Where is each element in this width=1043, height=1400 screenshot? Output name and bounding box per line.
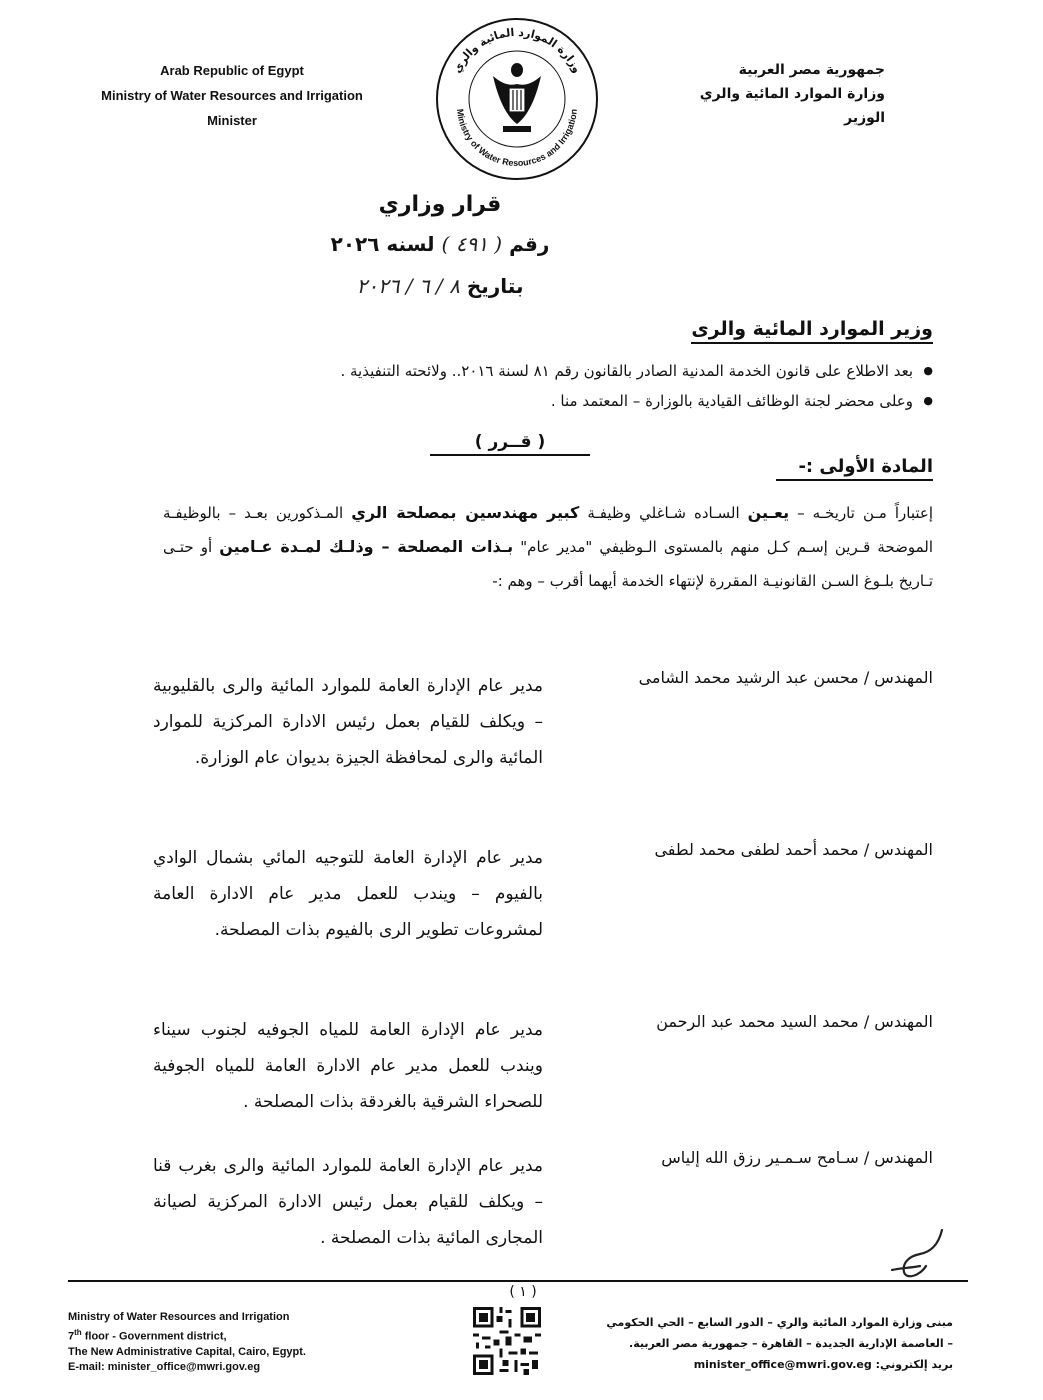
eagle-emblem-icon — [493, 63, 541, 132]
header-ar-ministry: وزارة الموارد المائية والري — [699, 86, 885, 102]
decree-title: قرار وزاري — [378, 192, 502, 217]
minister-heading: وزير الموارد المائية والرى — [691, 318, 933, 344]
engineer-position: مدير عام الإدارة العامة للموارد المائية والرى بغرب قنا – ويكلف للقيام بعمل رئيس الادارة المركزية لصيانة المجارى المائية بذات المصلحة . — [153, 1156, 543, 1248]
footer-divider — [68, 1280, 968, 1282]
decree-year: لسنه ٢٠٢٦ — [330, 232, 435, 256]
ministry-seal-icon — [432, 14, 602, 184]
footer-en-floor: 7th floor - Government district, — [68, 1328, 227, 1343]
footer-ar-email: بريد إلكتروني: minister_office@mwri.gov.eg — [693, 1358, 953, 1371]
engineer-entry — [113, 840, 933, 1000]
engineer-position: مدير عام الإدارة العامة للتوجيه المائي بشمال الوادي بالفيوم – ويندب للعمل مدير عام الادارة العامة لمشروعات تطوير الرى بالفيوم بذات المصلحة. — [153, 848, 543, 940]
engineer-name: المهندس / محسن عبد الرشيد محمد الشامى — [638, 668, 933, 687]
decree-number-value: ( ٤٩١ ) — [441, 232, 503, 256]
handwritten-signature-icon — [880, 1222, 960, 1284]
preamble-item: ● وعلى محضر لجنة الوظائف القيادية بالوزارة – المعتمد منا . — [93, 386, 933, 416]
footer-english-address — [68, 1310, 398, 1375]
article-text-bold: بـذات المصلحة – وذلـك لمـدة عـامين — [219, 537, 514, 556]
engineer-name: المهندس / محمد أحمد لطفى محمد لطفى — [654, 840, 933, 859]
engineer-entry — [113, 668, 933, 828]
article-text-bold: يعـين — [747, 503, 790, 522]
page-number: ( ١ ) — [498, 1284, 548, 1300]
header-ar-minister: الوزير — [844, 110, 885, 126]
header-arabic-block — [645, 58, 885, 130]
qr-code-icon — [470, 1304, 544, 1378]
decree-date-line — [230, 274, 650, 298]
decree-number-line — [230, 232, 650, 256]
article-text-bold: كبير مهندسين بمصلحة الري — [351, 503, 580, 522]
article-one-title: المادة الأولى :- — [776, 456, 933, 481]
header-english-block — [62, 58, 402, 133]
decree-date-value: ٨ / ٦ / ٢٠٢٦ — [356, 274, 460, 298]
footer-en-ministry: Ministry of Water Resources and Irrigation — [68, 1311, 290, 1323]
article-text-segment: المـذكورين بعـد – بالوظيفـة الموضحة قـرين إسـم كـل منهم بالمستوى الـوظيفي "مدير عام" — [163, 504, 933, 556]
preamble-list — [93, 356, 933, 416]
engineer-name: المهندس / محمد السيد محمد عبد الرحمن — [656, 1012, 933, 1031]
footer-arabic-address — [553, 1312, 953, 1375]
engineer-position: مدير عام الإدارة العامة للمياه الجوفيه لجنوب سيناء ويندب للعمل مدير عام الادارة العامة للمياه الجوفية للصحراء الشرقية بالغردقة بذات المصلحة . — [153, 1020, 543, 1112]
article-one-text — [163, 496, 933, 598]
seal-arabic-text: وزارة الموارد المائية والري — [450, 25, 584, 76]
footer-en-city: The New Administrative Capital, Cairo, Egypt. — [68, 1345, 306, 1358]
header-en-minister: Minister — [207, 113, 257, 128]
footer-ar-line: مبنى وزارة الموارد المائية والري – الدور السابع – الحي الحكومي — [606, 1316, 953, 1329]
header-ar-country: جمهورية مصر العربية — [738, 62, 885, 78]
header-en-ministry: Ministry of Water Resources and Irrigation — [101, 88, 363, 103]
article-text-segment: إعتباراً مـن تاريخـه – — [789, 504, 933, 522]
decree-date-label: بتاريخ — [466, 274, 524, 298]
engineer-name: المهندس / سـامح سـمـير رزق الله إلياس — [661, 1148, 933, 1167]
article-text-segment: أو حتـى تـاريخ بلـوغ السـن القانونيـة المقررة لإنتهاء الخدمة أيهما أقرب – وهم :- — [163, 538, 933, 590]
seal-english-text: Ministry of Water Resources and Irrigation — [454, 108, 579, 169]
article-text-segment: السـاده شـاغلي وظيفـة — [579, 504, 748, 522]
decree-number-label: رقم — [509, 232, 550, 256]
decided-heading: ( قــرر ) — [430, 432, 590, 456]
engineer-position: مدير عام الإدارة العامة للموارد المائية والرى بالقليوبية – ويكلف للقيام بعمل رئيس الادارة المركزية للموارد المائية والرى لمحافظة الجيزة بديوان عام الوزارة. — [153, 676, 543, 768]
footer-ar-line: – العاصمة الإدارية الجديدة – القاهرة – جمهورية مصر العربية. — [629, 1337, 953, 1350]
footer-en-email: E-mail: minister_office@mwri.gov.eg — [68, 1360, 261, 1373]
preamble-item: ● بعد الاطلاع على قانون الخدمة المدنية الصادر بالقانون رقم ٨١ لسنة ٢٠١٦.. ولائحته التنفيذية . — [93, 356, 933, 386]
header-en-country: Arab Republic of Egypt — [160, 63, 304, 78]
